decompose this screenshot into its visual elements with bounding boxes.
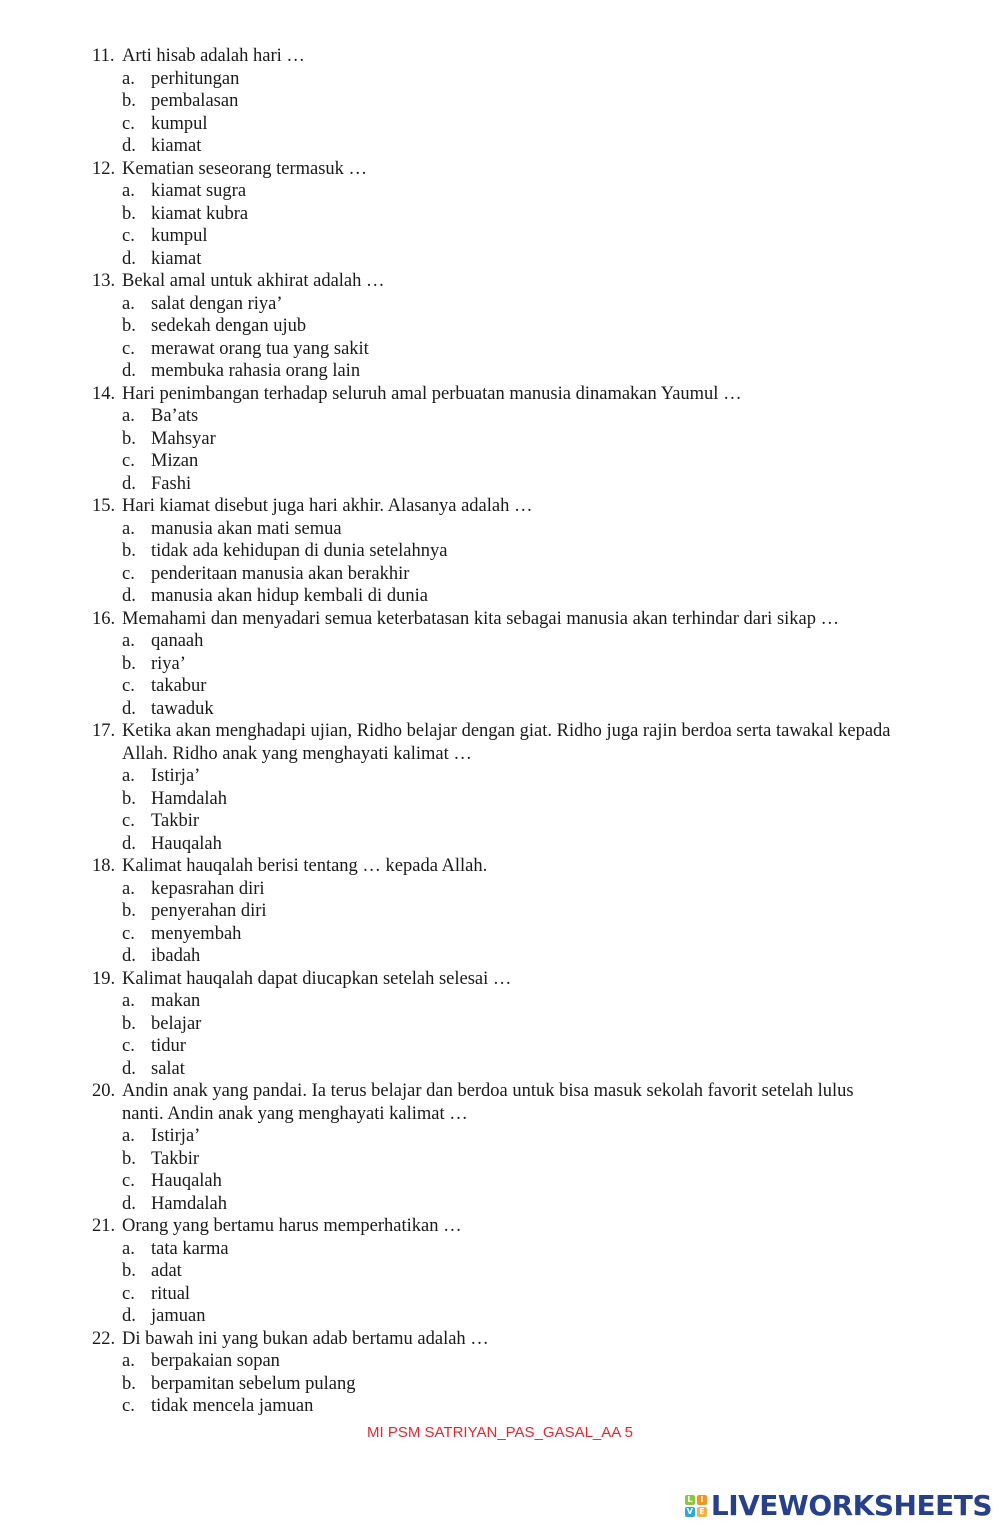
question-line: Kematian seseorang termasuk … — [122, 158, 368, 179]
option-letter: a. — [122, 878, 135, 899]
footer-label: MI PSM SATRIYAN_PAS_GASAL_AA 5 — [367, 1424, 633, 1441]
option-text: kepasrahan diri — [151, 878, 265, 899]
question-number: 21. — [92, 1216, 116, 1236]
question-line: Di bawah ini yang bukan adab bertamu adalah … — [122, 1328, 489, 1349]
option-15-c[interactable] — [0, 563, 1000, 586]
option-14-a[interactable] — [0, 405, 1000, 428]
option-letter: a. — [122, 766, 135, 786]
option-12-a[interactable] — [0, 180, 1000, 203]
option-15-a[interactable] — [0, 518, 1000, 541]
option-17-b[interactable] — [0, 788, 1000, 811]
option-letter: a. — [122, 1238, 135, 1259]
option-11-a[interactable] — [0, 68, 1000, 91]
option-20-c[interactable] — [0, 1170, 1000, 1193]
liveworksheets-logo-icon — [685, 1495, 707, 1517]
option-letter: d. — [122, 698, 136, 719]
question-line: Kalimat hauqalah dapat diucapkan setelah selesai … — [122, 968, 512, 989]
option-text: kumpul — [151, 113, 208, 134]
option-text: Mahsyar — [151, 428, 216, 449]
question-13-text — [0, 270, 1000, 293]
option-14-b[interactable] — [0, 428, 1000, 451]
question-17-text-cont — [0, 743, 1000, 766]
option-text: Takbir — [151, 1148, 200, 1169]
option-text: Fashi — [151, 473, 192, 494]
option-text: jamuan — [151, 1306, 206, 1326]
option-text: riya’ — [151, 653, 186, 674]
option-text: belajar — [151, 1013, 202, 1034]
option-16-c[interactable] — [0, 675, 1000, 698]
question-number: 13. — [92, 271, 116, 291]
option-letter: b. — [122, 203, 136, 224]
option-16-a[interactable] — [0, 630, 1000, 653]
option-text: merawat orang tua yang sakit — [151, 338, 369, 359]
option-11-c[interactable] — [0, 113, 1000, 136]
option-14-c[interactable] — [0, 450, 1000, 473]
question-12-text — [0, 158, 1000, 181]
option-letter: c. — [122, 1283, 135, 1304]
option-text: penderitaan manusia akan berakhir — [151, 563, 410, 584]
option-12-d[interactable] — [0, 248, 1000, 271]
option-13-c[interactable] — [0, 338, 1000, 361]
question-line: nanti. Andin anak yang menghayati kalimat … — [122, 1103, 468, 1124]
option-13-a[interactable] — [0, 293, 1000, 316]
question-number: 12. — [92, 158, 116, 179]
question-number: 11. — [92, 46, 115, 66]
option-letter: d. — [122, 1058, 136, 1079]
option-letter: b. — [122, 541, 136, 561]
logo-cell-l: L — [685, 1495, 695, 1505]
option-text: tawaduk — [151, 698, 214, 719]
question-18-text — [0, 855, 1000, 878]
option-18-c[interactable] — [0, 923, 1000, 946]
option-text: manusia akan mati semua — [151, 518, 342, 539]
option-text: tata karma — [151, 1238, 229, 1259]
option-text: kiamat — [151, 136, 202, 156]
option-18-a[interactable] — [0, 878, 1000, 901]
option-text: kiamat sugra — [151, 181, 247, 201]
option-text: qanaah — [151, 631, 204, 651]
option-17-c[interactable] — [0, 810, 1000, 833]
option-letter: b. — [122, 1148, 136, 1169]
option-letter: d. — [122, 586, 136, 606]
option-letter: b. — [122, 1261, 136, 1281]
question-line: Orang yang bertamu harus memperhatikan … — [122, 1216, 462, 1236]
option-text: Istirja’ — [151, 766, 201, 786]
option-21-a[interactable] — [0, 1238, 1000, 1261]
option-letter: a. — [122, 1351, 135, 1371]
option-20-b[interactable] — [0, 1148, 1000, 1171]
option-14-d[interactable] — [0, 473, 1000, 496]
option-text: sedekah dengan ujub — [151, 316, 307, 336]
option-20-d[interactable] — [0, 1193, 1000, 1216]
option-letter: a. — [122, 1126, 135, 1146]
option-text: makan — [151, 991, 201, 1011]
option-letter: a. — [122, 181, 135, 201]
option-22-a[interactable] — [0, 1350, 1000, 1373]
question-number: 20. — [92, 1081, 116, 1101]
question-line: Kalimat hauqalah berisi tentang … kepada Allah. — [122, 856, 488, 876]
option-letter: a. — [122, 991, 135, 1011]
worksheet-questions — [0, 45, 1000, 1418]
option-22-c[interactable] — [0, 1395, 1000, 1418]
option-16-d[interactable] — [0, 698, 1000, 721]
option-letter: d. — [122, 361, 136, 381]
option-13-d[interactable] — [0, 360, 1000, 383]
option-text: salat dengan riya’ — [151, 293, 283, 314]
option-letter: c. — [122, 113, 135, 134]
question-20-text-cont — [0, 1103, 1000, 1126]
option-letter: c. — [122, 676, 135, 696]
question-line: Ketika akan menghadapi ujian, Ridho belajar dengan giat. Ridho juga rajin berdoa serta tawakal kepada — [122, 721, 891, 741]
option-letter: d. — [122, 473, 136, 494]
option-text: Ba’ats — [151, 406, 199, 426]
option-letter: d. — [122, 833, 136, 854]
question-20-text — [0, 1080, 1000, 1103]
question-22-text — [0, 1328, 1000, 1351]
option-letter: c. — [122, 1171, 135, 1191]
option-text: Hamdalah — [151, 788, 228, 809]
option-text: adat — [151, 1261, 182, 1281]
option-text: penyerahan diri — [151, 901, 267, 921]
option-12-c[interactable] — [0, 225, 1000, 248]
question-number: 14. — [92, 383, 116, 404]
option-text: manusia akan hidup kembali di dunia — [151, 586, 428, 606]
option-text: Mizan — [151, 451, 199, 471]
question-15-text — [0, 495, 1000, 518]
option-11-b[interactable] — [0, 90, 1000, 113]
question-number: 22. — [92, 1328, 116, 1349]
option-17-d[interactable] — [0, 833, 1000, 856]
question-number: 17. — [92, 721, 116, 741]
question-line: Hari penimbangan terhadap seluruh amal perbuatan manusia dinamakan Yaumul … — [122, 383, 742, 404]
option-text: tidur — [151, 1036, 186, 1056]
option-text: ibadah — [151, 946, 201, 966]
question-number: 16. — [92, 608, 116, 629]
option-20-a[interactable] — [0, 1125, 1000, 1148]
option-letter: c. — [122, 226, 135, 246]
option-letter: b. — [122, 1373, 136, 1394]
option-letter: d. — [122, 248, 136, 269]
option-12-b[interactable] — [0, 203, 1000, 226]
option-text: pembalasan — [151, 91, 239, 111]
option-17-a[interactable] — [0, 765, 1000, 788]
option-letter: d. — [122, 1306, 136, 1326]
question-line: Arti hisab adalah hari … — [122, 46, 305, 66]
question-line: Allah. Ridho anak yang menghayati kalimat … — [122, 743, 472, 764]
option-letter: b. — [122, 91, 136, 111]
option-letter: b. — [122, 316, 136, 336]
question-21-text — [0, 1215, 1000, 1238]
option-text: Takbir — [151, 811, 200, 831]
option-letter: b. — [122, 428, 136, 449]
option-16-b[interactable] — [0, 653, 1000, 676]
option-letter: a. — [122, 406, 135, 426]
option-18-b[interactable] — [0, 900, 1000, 923]
option-19-c[interactable] — [0, 1035, 1000, 1058]
option-letter: c. — [122, 451, 135, 471]
option-text: perhitungan — [151, 68, 240, 89]
option-text: tidak mencela jamuan — [151, 1396, 314, 1416]
option-letter: d. — [122, 946, 136, 966]
option-letter: b. — [122, 901, 136, 921]
option-15-d[interactable] — [0, 585, 1000, 608]
liveworksheets-brand[interactable] — [685, 1489, 992, 1522]
option-letter: d. — [122, 1193, 136, 1214]
option-text: berpamitan sebelum pulang — [151, 1373, 356, 1394]
question-number: 18. — [92, 856, 116, 876]
option-letter: c. — [122, 1036, 135, 1056]
option-letter: a. — [122, 518, 135, 539]
option-22-b[interactable] — [0, 1373, 1000, 1396]
option-11-d[interactable] — [0, 135, 1000, 158]
question-19-text — [0, 968, 1000, 991]
option-letter: c. — [122, 923, 135, 944]
question-number: 15. — [92, 496, 116, 516]
option-text: Hauqalah — [151, 1171, 222, 1191]
option-letter: b. — [122, 653, 136, 674]
option-text: berpakaian sopan — [151, 1351, 280, 1371]
option-text: ritual — [151, 1283, 191, 1304]
option-21-d[interactable] — [0, 1305, 1000, 1328]
question-number: 19. — [92, 968, 116, 989]
option-letter: a. — [122, 68, 135, 89]
option-letter: c. — [122, 563, 135, 584]
option-15-b[interactable] — [0, 540, 1000, 563]
option-text: Hauqalah — [151, 833, 222, 854]
logo-cell-e: E — [697, 1507, 707, 1517]
question-16-text — [0, 608, 1000, 631]
option-19-a[interactable] — [0, 990, 1000, 1013]
option-letter: b. — [122, 1013, 136, 1034]
option-21-c[interactable] — [0, 1283, 1000, 1306]
option-text: takabur — [151, 676, 207, 696]
option-text: salat — [151, 1058, 185, 1079]
option-13-b[interactable] — [0, 315, 1000, 338]
option-letter: b. — [122, 788, 136, 809]
option-text: tidak ada kehidupan di dunia setelahnya — [151, 541, 448, 561]
question-line: Hari kiamat disebut juga hari akhir. Alasanya adalah … — [122, 496, 533, 516]
option-21-b[interactable] — [0, 1260, 1000, 1283]
question-line: Bekal amal untuk akhirat adalah … — [122, 271, 385, 291]
option-letter: c. — [122, 338, 135, 359]
option-18-d[interactable] — [0, 945, 1000, 968]
option-text: Istirja’ — [151, 1126, 201, 1146]
logo-cell-v: V — [686, 1506, 693, 1516]
option-text: Hamdalah — [151, 1193, 228, 1214]
option-19-b[interactable] — [0, 1013, 1000, 1036]
logo-cell-i: I — [697, 1495, 707, 1505]
option-letter: d. — [122, 136, 136, 156]
option-text: membuka rahasia orang lain — [151, 361, 361, 381]
option-text: kiamat — [151, 248, 202, 269]
question-line: Memahami dan menyadari semua keterbatasan kita sebagai manusia akan terhindar dari sikap … — [122, 608, 840, 629]
question-17-text — [0, 720, 1000, 743]
option-text: kiamat kubra — [151, 203, 249, 224]
question-line: Andin anak yang pandai. Ia terus belajar dan berdoa untuk bisa masuk sekolah favorit setelah lulus — [122, 1081, 854, 1101]
option-text: menyembah — [151, 923, 242, 944]
option-letter: c. — [122, 1396, 135, 1416]
option-letter: c. — [122, 811, 135, 831]
option-letter: a. — [122, 293, 135, 314]
question-14-text — [0, 383, 1000, 406]
question-11-text — [0, 45, 1000, 68]
option-letter: a. — [122, 631, 135, 651]
option-19-d[interactable] — [0, 1058, 1000, 1081]
brand-name: LIVEWORKSHEETS — [710, 1489, 992, 1522]
option-text: kumpul — [151, 226, 208, 246]
